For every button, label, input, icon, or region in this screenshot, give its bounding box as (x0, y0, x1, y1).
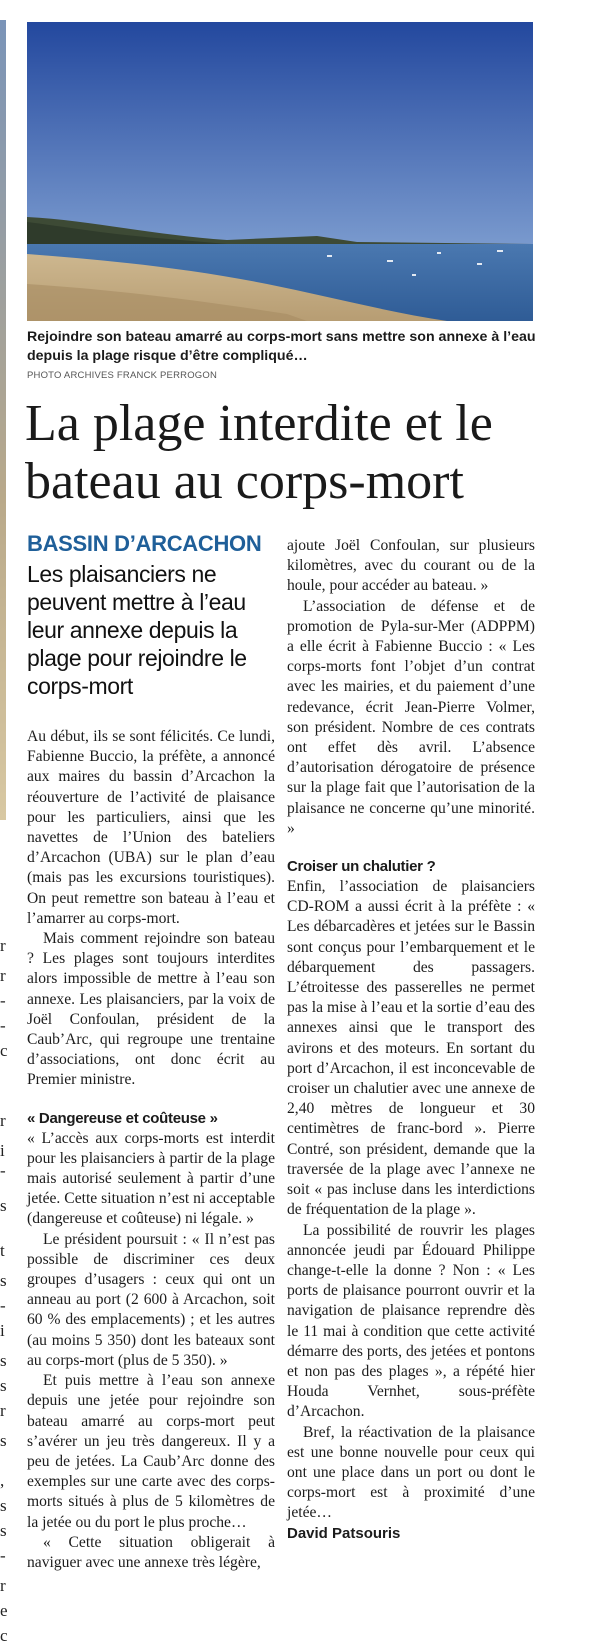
article-column-left (27, 727, 275, 1573)
adjacent-text-fragment: e (0, 1601, 8, 1620)
paragraph: ajoute Joël Confoulan, sur plusieurs kilomètres, avec du courant ou de la houle, pour accéder au bateau. » (287, 537, 535, 595)
adjacent-text-fragment: s (0, 1351, 7, 1370)
paragraph: La possibilité de rouvrir les plages annoncée jeudi par Édouard Philippe change-t-elle la donne ? Non : « Les ports de plaisance pourront ouvrir et la navigation de plaisance reprendre dès le 11 mai à condition que cette activité démarre des ports, des jetées et pontons et non pas des plages », a répété hier Houda Vernhet, sous-préfète d’Arcachon. (287, 1221, 535, 1421)
paragraph: Le président poursuit : « Il n’est pas possible de discriminer ces deux groupes d’usagers : ceux qui ont un anneau au port (2 600 à Arcachon, soit 60 % des emplacements) ; et les autres (au moins 5 350) dont les bateaux sont au corps-mort (plus de 5 350). » (27, 1230, 275, 1369)
adjacent-text-fragment: s (0, 1496, 7, 1515)
subheading: « Dangereuse et coûteuse » (27, 1109, 218, 1127)
adjacent-text-fragment: - (0, 1546, 6, 1565)
adjacent-text-fragment: c (0, 1626, 8, 1645)
adjacent-photo-edge (0, 20, 6, 820)
adjacent-text-fragment: - (0, 1161, 6, 1180)
adjacent-text-fragment: , (0, 1471, 5, 1490)
photo-credit: PHOTO ARCHIVES FRANCK PERROGON (27, 370, 218, 381)
paragraph: Au début, ils se sont félicités. Ce lundi, Fabienne Buccio, la préfète, a annoncé aux maires du bassin d’Arcachon la réouverture de l’activité de plaisance pour les particuliers, ainsi que les navettes de l’Union des bateliers d’Arcachon (UBA) sur le plan d’eau (mais pas les excursions touristiques). On peut remettre son bateau à l’eau et l’amarrer au corps-mort. (27, 728, 275, 927)
photo-caption: Rejoindre son bateau amarré au corps-mort sans mettre son annexe à l’eau depuis la plage risque d’être compliqué… (27, 329, 536, 364)
paragraph: Et puis mettre à l’eau son annexe depuis une jetée pour rejoindre son bateau amarré au corps-mort peut s’avérer un jeu très dangereux. Il y a peu de jetées. La Caub’Arc donne des exemples sur une carte avec des corps-morts situés à plus de 5 kilomètres de la jetée ou du port le plus proche… (27, 1372, 275, 1531)
paragraph: « Cette situation obligerait à naviguer avec une annexe très légère, (27, 1533, 275, 1571)
adjacent-text-fragment: s (0, 1196, 7, 1215)
adjacent-text-fragment: r (0, 1576, 6, 1595)
adjacent-text-fragment: r (0, 936, 6, 955)
paragraph: « L’accès aux corps-morts est interdit pour les plaisanciers à partir de la plage mais autorisé seulement à partir d’une jetée. Cette situation n’est ni acceptable (dangereuse et coûteuse) ni légale. » (27, 1129, 275, 1228)
adjacent-text-fragment: - (0, 1016, 6, 1035)
subheading: Croiser un chalutier ? (287, 858, 436, 876)
section-kicker: BASSIN D’ARCACHON (27, 531, 262, 556)
beach-photo (27, 22, 533, 321)
adjacent-text-fragment: s (0, 1271, 7, 1290)
adjacent-text-fragment: s (0, 1521, 7, 1540)
adjacent-text-fragment: s (0, 1431, 7, 1450)
headline: La plage interdite et le bateau au corps-mort (25, 395, 493, 510)
paragraph: Mais comment rejoindre son bateau ? Les plages sont toujours interdites alors impossible de mettre à l’eau son annexe. Les plaisanciers, par la voix de Joël Confoulan, président de la Caub’Arc, qui regroupe une trentaine d’associations, ont donc écrit au Premier ministre. (27, 930, 275, 1089)
byline: David Patsouris (287, 1524, 401, 1542)
adjacent-text-fragment: r (0, 1401, 6, 1420)
adjacent-text-fragment: s (0, 1376, 7, 1395)
adjacent-text-fragment: i (0, 1321, 5, 1340)
adjacent-text-fragment: r (0, 1111, 6, 1130)
paragraph: L’association de défense et de promotion de Pyla-sur-Mer (ADPPM) a elle écrit à Fabienne Buccio : « Les corps-morts font l’objet d’un contrat avec les mairies, et du paiement d’une redevance, écrit Jean-Pierre Volmer, son président. Nombre de ces contrats ont effet dès avril. L’absence d’autorisation dérogatoire de présence sur la plage fait que l’autorisation de la plaisance ne concerne qu’une minorité. » (287, 597, 535, 837)
deck-subtitle: Les plaisanciers ne peuvent mettre à l’eau leur annexe depuis la plage pour rejoindre le corps-mort (27, 561, 247, 699)
article-column-right (287, 536, 535, 1544)
adjacent-text-fragment: i (0, 1141, 5, 1160)
adjacent-text-fragment: - (0, 991, 6, 1010)
adjacent-text-fragment: c (0, 1041, 8, 1060)
adjacent-column-fragment (0, 0, 14, 1652)
adjacent-text-fragment: - (0, 1296, 6, 1315)
adjacent-text-fragment: r (0, 966, 6, 985)
paragraph: Bref, la réactivation de la plaisance est une bonne nouvelle pour ceux qui ont une place dans un port ou dont le corps-mort est à proximité d’une jetée… (287, 1423, 535, 1522)
adjacent-text-fragment: t (0, 1241, 5, 1260)
paragraph: Enfin, l’association de plaisanciers CD-ROM a aussi écrit à la préfète : « Les débarcadères et jetées sur le Bassin sont conçus pour l’embarquement et le débarquement des passagers. L’étroitesse des passerelles ne permet pas la mise à l’eau et la sortie d’eau des annexes ainsi que le transport des avirons et des moteurs. En sortant du port d’Arcachon, il est inconcevable de croiser un chalutier avec une annexe de 2,40 mètres de longueur et 30 centimètres de franc-bord ». Pierre Contré, son président, demande que la traversée de la plage avec l’annexe ne soit « pas incluse dans les interdictions de fréquentation de la plage ». (287, 878, 535, 1219)
